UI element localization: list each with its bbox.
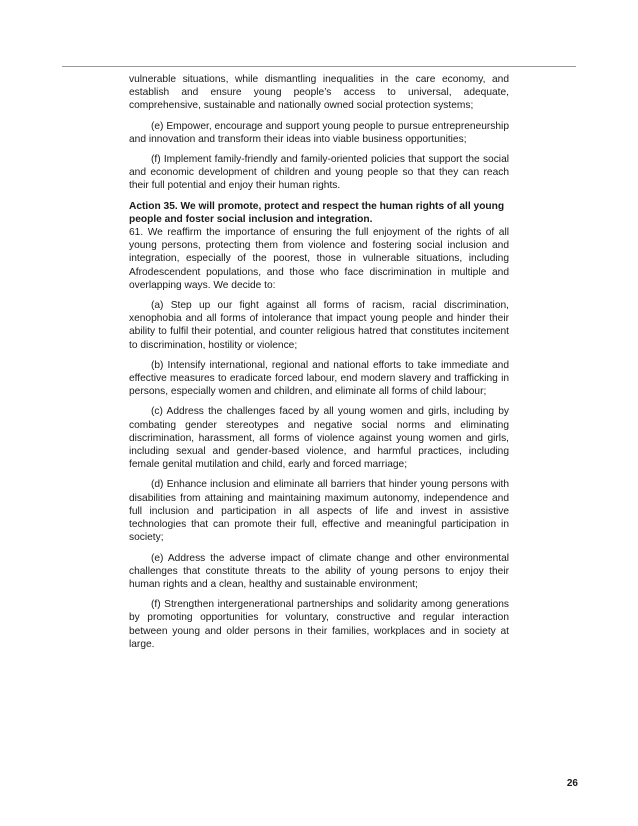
list-item-f: (f) Strengthen intergenerational partnerships and solidarity among generations by promoting opportunities for voluntary, constructive and regular interaction between young and older persons in their families, workplaces and in society at large. [129,599,509,650]
paragraph-item-f-family-policies: (f) Implement family-friendly and family-oriented policies that support the social and economic development of children and young people so that they can reach their full potential and enjoy their human rights. [129,154,509,192]
list-item-d: (d) Enhance inclusion and eliminate all barriers that hinder young persons with disabilities from attaining and maintaining maximum autonomy, independence and full inclusion and participation in all aspects of life and invest in assistive technologies that can promote their full, effective and meaningful participation in society; [129,479,509,544]
list-item-e: (e) Address the adverse impact of climate change and other environmental challenges that constitute threats to the ability of young persons to enjoy their human rights and a clean, healthy and sustainable environment; [129,552,509,590]
page-number: 26 [566,778,578,789]
document-body [129,73,509,658]
action-heading: Action 35. We will promote, protect and respect the human rights of all young people and foster social inclusion and integration. [129,200,505,225]
list-item-a: (a) Step up our fight against all forms of racism, racial discrimination, xenophobia and all forms of intolerance that impact young people and hinder their ability to fulfil their potential, and counter religious hatred that constitutes incitement to discrimination, hostility or violence; [129,300,509,351]
list-item-b: (b) Intensify international, regional and national efforts to take immediate and effective measures to eradicate forced labour, end modern slavery and trafficking in persons, especially women and children, and eliminate all forms of child labour; [129,359,509,398]
header-rule [62,66,576,67]
list-item-c: (c) Address the challenges faced by all young women and girls, including by combating gender stereotypes and negative social norms and eliminating discrimination, harassment, all forms of violence against young women and girls, including sexual and gender-based violence, and harmful practices, including female genital mutilation and child, early and forced marriage; [129,406,509,471]
paragraph-61: 61. We reaffirm the importance of ensuring the full enjoyment of the rights of all young persons, protecting them from violence and fostering social inclusion and integration, especially of the poorest, those in vulnerable situations, including Afrodescendent populations, and those who face discrimination in multiple and overlapping ways. We decide to: [129,227,509,291]
paragraph-continuation: vulnerable situations, while dismantling inequalities in the care economy, and establish and ensure young people’s access to universal, adequate, comprehensive, sustainable and nationally owned social protection systems; [129,74,509,112]
paragraph-item-e-entrepreneurship: (e) Empower, encourage and support young people to pursue entrepreneurship and innovation and transform their ideas into viable business opportunities; [129,120,509,145]
